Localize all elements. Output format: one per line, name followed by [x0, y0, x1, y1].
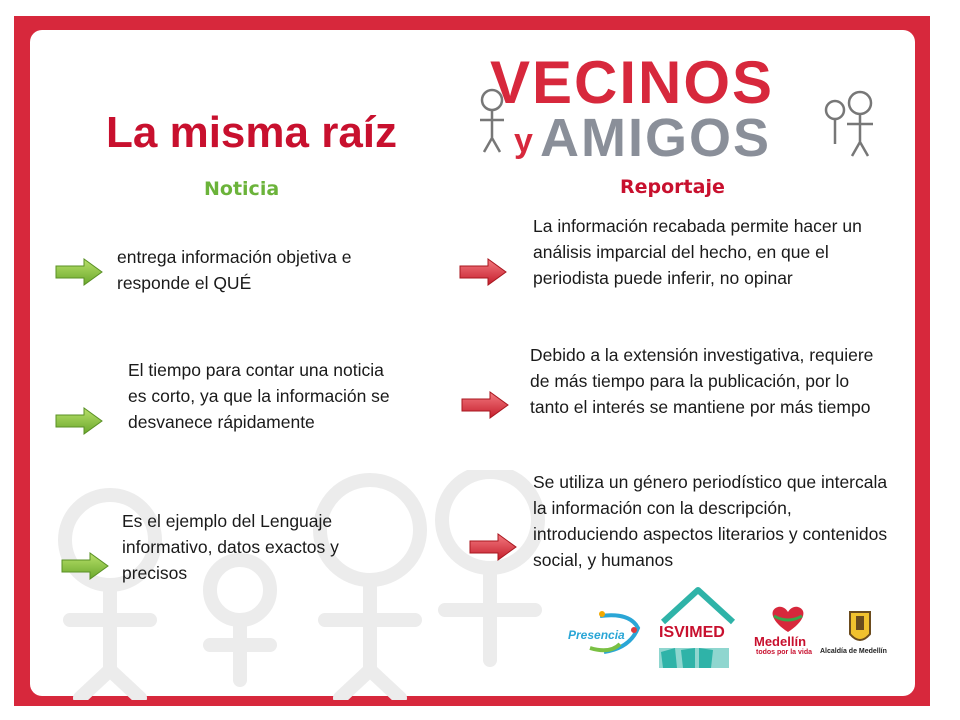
noticia-item-2: El tiempo para contar una noticia es corto, ya que la información se desvanece rápidamente	[128, 360, 390, 432]
svg-text:y: y	[514, 122, 533, 160]
logo-text-amigos: AMIGOS	[540, 108, 772, 166]
page-title: La misma raíz	[106, 108, 398, 157]
reportaje-item-3: Se utiliza un género periodístico que intercala la información con la descripción, introduciendo aspectos literarios y contenidos social, y humanos	[533, 472, 888, 570]
arrow-right-green-icon	[60, 551, 110, 581]
arrow-right-green-icon	[54, 406, 104, 436]
noticia-heading: Noticia	[204, 178, 280, 200]
noticia-item-3: Es el ejemplo del Lenguaje informativo, datos exactos y precisos	[122, 511, 339, 583]
reportaje-heading: Reportaje	[620, 176, 725, 198]
isvimed-logo	[655, 582, 741, 672]
isvimed-label: ISVIMED	[659, 624, 725, 641]
reportaje-item-1: La información recabada permite hacer un análisis imparcial del hecho, en que el periodista puede inferir, no opinar	[533, 216, 862, 288]
medellin-label: Medellín	[754, 634, 807, 649]
alcaldia-label: Alcaldía de Medellín	[820, 648, 887, 655]
arrow-right-red-icon	[468, 532, 518, 562]
presencia-logo	[560, 608, 648, 658]
medellin-tagline: todos por la vida	[756, 649, 813, 656]
medellin-logo	[752, 604, 824, 660]
noticia-item-1: entrega información objetiva e responde el QUÉ	[117, 247, 352, 293]
arrow-right-red-icon	[458, 257, 508, 287]
alcaldia-logo	[820, 610, 900, 660]
arrow-right-red-icon	[460, 390, 510, 420]
vecinos-amigos-logo	[470, 48, 890, 166]
logo-text-vecinos: VECINOS	[490, 49, 775, 116]
presencia-label: Presencia	[568, 628, 625, 642]
arrow-right-green-icon	[54, 257, 104, 287]
reportaje-item-2: Debido a la extensión investigativa, requiere de más tiempo para la publicación, por lo tanto el interés se mantiene por más tiempo	[530, 345, 874, 417]
